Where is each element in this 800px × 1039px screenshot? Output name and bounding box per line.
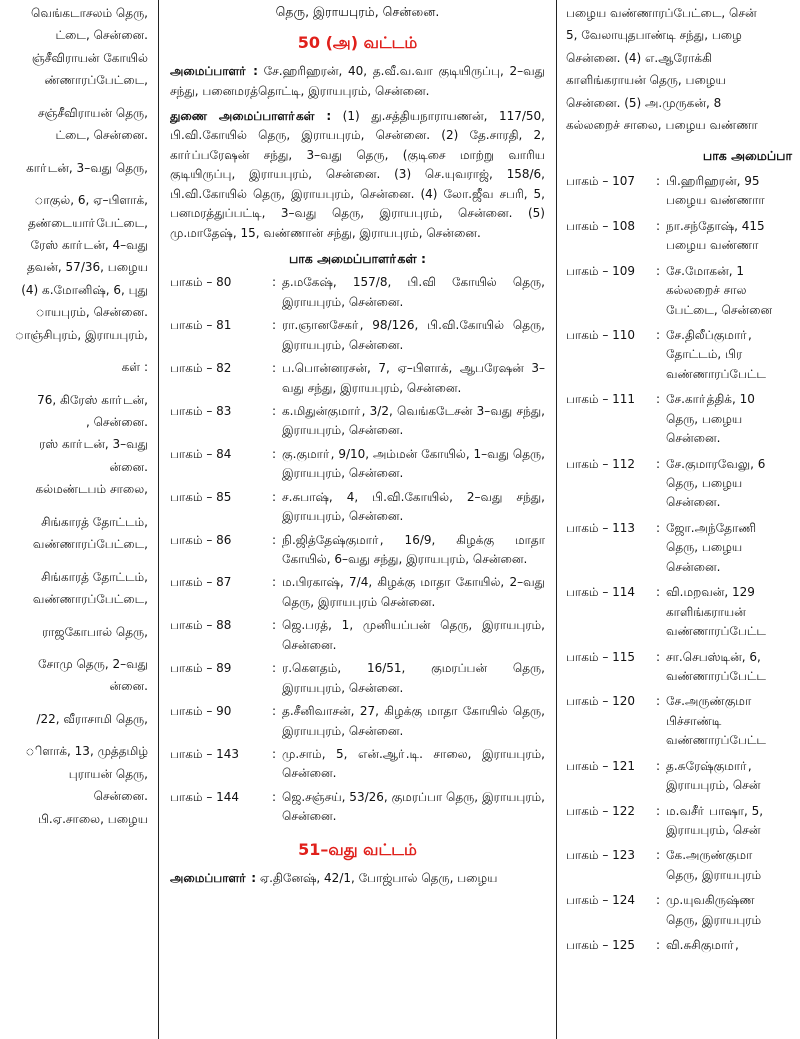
deputy-text: (1) து.சத்தியநாராயணன், 117/50, பி.வி.கோயில் தெரு, இராயபுரம், சென்னை. (2) தே.சாரதி, 2, காா்ப்பரேஷன் சந்து, 3–வது தெரு, (குடிசை மாற்று வாரிய குடியிருப்பு, இராயபுரம், சென்னை. (3) செ.யுவராஜ், 158/6, பி.வி.கோயில் தெரு, இராயபுரம், சென்னை. (4) லோ.ஜீவ சபரி, 5, பனமரத்துப்பட்டி, 3–வது தெரு, இராயபுரம், சென்னை. (5) மு.மாதேஷ், 15, வண்ணான் சந்து, இராயபுரம், சென்னை. bbox=[170, 109, 545, 240]
part-row bbox=[170, 702, 545, 741]
right-part-address bbox=[666, 455, 800, 513]
right-part-colon: : bbox=[655, 456, 661, 471]
left-text-fragment: ண்ணாரப்பேட்டை, bbox=[44, 73, 148, 88]
part-row bbox=[170, 531, 545, 570]
right-part-line: வண்ணாரப்பேட்ட bbox=[666, 624, 766, 639]
part-address: மு.சாம், 5, என்.ஆா்.டி. சாலை, இராயபுரம், சென்னை. bbox=[282, 746, 545, 781]
left-text-fragment: சஞ்சீவிராயன் தெரு, bbox=[37, 105, 148, 120]
left-text-fragment: தண்டையாா்பேட்டை, bbox=[27, 215, 148, 230]
right-part-colon: : bbox=[655, 218, 661, 233]
right-part-line: தெரு, பழைய bbox=[666, 476, 743, 490]
part-address: ரா.ஞானசேகா், 98/126, பி.வி.கோயில் தெரு, இராயபுரம், சென்னை. bbox=[282, 318, 545, 352]
right-part-row bbox=[566, 757, 800, 796]
left-spacer bbox=[0, 348, 148, 358]
part-colon: : bbox=[271, 361, 277, 376]
ward2-heading: 51–வது வட்டம் bbox=[298, 839, 417, 859]
part-row bbox=[170, 788, 545, 827]
left-text-fragment: வண்ணாரப்பேட்டை, bbox=[32, 592, 148, 607]
part-organizers-heading: பாக அமைப்பாளா்கள் : bbox=[288, 251, 427, 267]
part-row bbox=[170, 659, 545, 698]
left-text-fragment: ராஜகோபால் தெரு, bbox=[41, 624, 148, 639]
right-part-address bbox=[666, 802, 800, 841]
deputy-label: துணை அமைப்பாளா்கள் : bbox=[170, 109, 332, 124]
ward2-organizer-label: அமைப்பாளா் : bbox=[170, 870, 257, 885]
left-text-fragment: பி.ஏ.சாலை, பழைய bbox=[37, 811, 148, 826]
part-label: பாகம் – 83 bbox=[170, 403, 232, 418]
right-intro-line: பழைய வண்ணாரப்பேட்டை, சென் bbox=[566, 6, 757, 20]
right-part-label: பாகம் – 125 bbox=[566, 938, 636, 953]
right-part-label: பாகம் – 111 bbox=[566, 392, 636, 407]
part-row bbox=[170, 745, 545, 784]
right-part-line: இராயபுரம், சென் bbox=[666, 823, 761, 837]
right-part-line: தெரு, பழைய bbox=[666, 540, 743, 555]
right-intro-line: சென்னை. (5) அ.முருகன், 8 bbox=[566, 95, 722, 110]
left-spacer bbox=[0, 645, 148, 655]
right-part-row bbox=[566, 583, 800, 641]
right-part-label: பாகம் – 109 bbox=[566, 263, 636, 278]
part-row bbox=[170, 488, 545, 527]
part-colon: : bbox=[271, 318, 277, 333]
part-label: பாகம் – 144 bbox=[170, 789, 240, 804]
right-part-address bbox=[666, 648, 800, 687]
part-label: பாகம் – 84 bbox=[170, 446, 232, 461]
ward-heading: 50 (அ) வட்டம் bbox=[297, 33, 418, 53]
right-part-colon: : bbox=[655, 938, 661, 953]
right-part-line: பழைய வண்ணாா bbox=[666, 193, 765, 208]
part-colon: : bbox=[271, 704, 277, 719]
left-spacer bbox=[0, 381, 148, 391]
right-part-row bbox=[566, 692, 800, 750]
middle-column bbox=[170, 0, 545, 1039]
right-part-colon: : bbox=[655, 694, 661, 709]
right-part-line: வண்ணாரப்பேட்ட bbox=[666, 733, 766, 748]
right-intro-line: 5, வேலாயுதபாண்டி சந்து, பழை bbox=[566, 28, 742, 43]
left-spacer bbox=[0, 503, 148, 513]
right-part-address bbox=[666, 326, 800, 384]
left-text-fragment: சிங்காரத் தோட்டம், bbox=[41, 514, 148, 529]
right-part-colon: : bbox=[655, 649, 661, 664]
left-spacer bbox=[0, 613, 148, 623]
left-text-fragment: ிளாக், 13, முத்தமிழ் bbox=[25, 744, 148, 759]
right-intro-line: சென்னை. (4) எ.ஆரோக்கி bbox=[566, 50, 712, 65]
organizer-paragraph bbox=[170, 62, 545, 101]
right-part-row bbox=[566, 802, 800, 841]
right-part-line: பிச்சாண்டி bbox=[666, 713, 722, 728]
column-rule-right bbox=[556, 0, 557, 1039]
right-part-line: சே.அருண்குமா bbox=[666, 694, 752, 709]
part-colon: : bbox=[271, 575, 277, 590]
right-part-address bbox=[666, 217, 800, 256]
right-part-line: பி.ஹரிஹரன், 95 bbox=[666, 173, 760, 188]
part-address: ச.சுபாஷ், 4, பி.வி.கோயில், 2–வது சந்து, இராயபுரம், சென்னை. bbox=[282, 489, 545, 524]
right-part-colon: : bbox=[655, 520, 661, 535]
right-part-address bbox=[666, 262, 800, 320]
right-part-line: கல்லறைச் சால bbox=[666, 283, 747, 298]
part-address: க.மிதுன்குமாா், 3/2, வெங்கடேசன் 3–வது சந்து, இராயபுரம், சென்னை. bbox=[282, 403, 545, 438]
right-part-row bbox=[566, 455, 800, 513]
right-part-line: ஜோ.அந்தோணி bbox=[666, 520, 757, 535]
right-part-address bbox=[666, 891, 800, 930]
right-part-label: பாகம் – 113 bbox=[566, 520, 636, 535]
right-part-label: பாகம் – 108 bbox=[566, 218, 636, 233]
left-spacer bbox=[0, 700, 148, 710]
right-column bbox=[566, 0, 800, 1039]
right-part-address bbox=[666, 390, 800, 448]
right-part-line: சென்னை. bbox=[666, 559, 721, 574]
right-part-line: தெரு, பழைய bbox=[666, 411, 743, 426]
part-row bbox=[170, 316, 545, 355]
left-text-fragment: 76, கிரேஸ் காா்டன், bbox=[37, 392, 148, 407]
left-text-fragment: சோமு தெரு, 2–வது bbox=[37, 656, 148, 671]
left-spacer bbox=[0, 181, 148, 191]
part-colon: : bbox=[271, 489, 277, 504]
right-part-line: வண்ணாரப்பேட்ட bbox=[666, 366, 766, 381]
left-text-fragment: ன்னை. bbox=[109, 459, 148, 474]
left-text-fragment: தவன், 57/36, பழைய bbox=[26, 260, 148, 275]
part-row bbox=[170, 616, 545, 655]
right-part-label: பாகம் – 122 bbox=[566, 803, 636, 818]
left-text-fragment: ரேஸ் காா்டன், 4–வது bbox=[30, 237, 148, 252]
right-part-line: த.சுரேஷ்குமாா், bbox=[666, 758, 752, 773]
right-part-label: பாகம் – 112 bbox=[566, 456, 636, 471]
left-text-fragment: ட்டை, சென்னை. bbox=[55, 28, 148, 43]
left-spacer bbox=[0, 732, 148, 742]
right-part-colon: : bbox=[655, 758, 661, 773]
part-label: பாகம் – 87 bbox=[170, 575, 232, 590]
left-text-fragment: ஞ்சீவிராயன் கோயில் bbox=[31, 50, 148, 65]
right-part-colon: : bbox=[655, 327, 661, 342]
right-part-label: பாகம் – 115 bbox=[566, 649, 636, 664]
part-label: பாகம் – 81 bbox=[170, 318, 232, 333]
left-text-fragment: புராயன் தெரு, bbox=[68, 766, 148, 781]
right-part-line: சா.செபஸ்டின், 6, bbox=[666, 649, 761, 664]
right-part-line: சே.மோகன், 1 bbox=[666, 263, 744, 278]
part-colon: : bbox=[271, 618, 277, 633]
ward2-organizer-paragraph bbox=[170, 869, 545, 888]
right-part-line: நா.சந்தோஷ், 415 bbox=[666, 218, 765, 233]
right-part-line: இராயபுரம், சென் bbox=[666, 778, 761, 793]
part-label: பாகம் – 85 bbox=[170, 489, 232, 504]
part-label: பாகம் – 90 bbox=[170, 704, 232, 719]
part-address: நி.ஜித்தேஷ்குமாா், 16/9, கிழக்கு மாதா கோயில், 6–வது சந்து, இராயபுரம், சென்னை. bbox=[282, 532, 545, 567]
left-text-fragment: ாகுல், 6, ஏ–பிளாக், bbox=[34, 193, 148, 208]
right-part-address bbox=[666, 519, 800, 577]
left-column bbox=[0, 0, 148, 1039]
right-part-address bbox=[666, 936, 800, 955]
right-part-line: பழைய வண்ணா bbox=[666, 238, 759, 253]
right-part-colon: : bbox=[655, 173, 661, 188]
right-part-list bbox=[566, 172, 800, 956]
right-part-colon: : bbox=[655, 585, 661, 600]
right-part-row bbox=[566, 648, 800, 687]
part-colon: : bbox=[271, 403, 277, 418]
right-part-label: பாகம் – 107 bbox=[566, 173, 636, 188]
right-part-row bbox=[566, 936, 800, 955]
right-part-row bbox=[566, 172, 800, 211]
part-label: பாகம் – 86 bbox=[170, 532, 232, 547]
right-part-line: தெரு, இராயபுரம் bbox=[666, 912, 762, 927]
column-rule-left bbox=[158, 0, 159, 1039]
organizer-text: சே.ஹரிஹரன், 40, த.வீ.வ.வா குடியிருப்பு, 2–வது சந்து, பனைமரத்தொட்டி, இராயபுரம், சென்னை. bbox=[170, 64, 545, 98]
right-part-address bbox=[666, 583, 800, 641]
right-part-colon: : bbox=[655, 803, 661, 818]
right-part-address bbox=[666, 692, 800, 750]
part-colon: : bbox=[271, 661, 277, 676]
right-part-heading: பாக அமைப்பா bbox=[702, 147, 792, 163]
left-text-fragment: , சென்னை. bbox=[85, 415, 148, 429]
part-row bbox=[170, 359, 545, 398]
part-label: பாகம் – 82 bbox=[170, 361, 232, 376]
part-address: ப.பொன்னரசன், 7, ஏ–பிளாக், ஆபரேஷன் 3–வது சந்து, இராயபுரம், சென்னை. bbox=[282, 361, 545, 395]
left-text-fragment: (4) க.மோனிஷ், 6, புது bbox=[21, 282, 148, 297]
right-part-row bbox=[566, 891, 800, 930]
right-part-line: சென்னை. bbox=[666, 495, 721, 510]
right-part-line: தெரு, இராயபுரம் bbox=[666, 867, 762, 882]
part-label: பாகம் – 88 bbox=[170, 618, 232, 633]
part-label: பாகம் – 80 bbox=[170, 275, 232, 290]
part-address: ம.பிரகாஷ், 7/4, கிழக்கு மாதா கோயில், 2–வது தெரு, இராயபுரம் சென்னை. bbox=[282, 575, 545, 609]
part-colon: : bbox=[271, 746, 277, 761]
ward2-organizer-text: ஏ.தினேஷ், 42/1, போஜ்பால் தெரு, பழைய bbox=[259, 870, 498, 885]
part-address: த.மகேஷ், 157/8, பி.வி கோயில் தெரு, இராயபுரம், சென்னை. bbox=[282, 275, 545, 309]
left-text-fragment: ட்டை, சென்னை. bbox=[55, 128, 148, 143]
right-part-line: தோட்டம், பிர bbox=[666, 347, 743, 362]
left-spacer bbox=[0, 94, 148, 104]
right-part-line: ம.வசீா் பாஷா, 5, bbox=[666, 803, 764, 818]
right-part-label: பாகம் – 124 bbox=[566, 893, 636, 908]
part-row bbox=[170, 445, 545, 484]
part-address: கு.குமாா், 9/10, அம்மன் கோயில், 1–வது தெரு, இராயபுரம், சென்னை. bbox=[282, 446, 545, 481]
part-row bbox=[170, 573, 545, 612]
organizer-label: அமைப்பாளா் : bbox=[170, 64, 258, 79]
right-part-row bbox=[566, 846, 800, 885]
part-colon: : bbox=[271, 532, 277, 547]
right-part-row bbox=[566, 519, 800, 577]
left-text-fragment: /22, வீராசாமி தெரு, bbox=[36, 711, 148, 726]
right-part-label: பாகம் – 110 bbox=[566, 327, 636, 342]
part-address: த.சீனிவாசன், 27, கிழக்கு மாதா கோயில் தெரு, இராயபுரம், சென்னை. bbox=[282, 704, 545, 738]
right-part-label: பாகம் – 114 bbox=[566, 585, 636, 600]
right-part-line: சே.திலீப்குமாா், bbox=[666, 327, 752, 342]
right-intro-line: காளிங்கராயன் தெரு, பழைய bbox=[566, 73, 726, 88]
right-part-row bbox=[566, 262, 800, 320]
deputy-paragraph bbox=[170, 107, 545, 243]
right-part-row bbox=[566, 217, 800, 256]
left-text-fragment: ன்னை. bbox=[109, 679, 148, 694]
right-part-address bbox=[666, 172, 800, 211]
part-colon: : bbox=[271, 275, 277, 290]
right-part-line: வி.மறவன், 129 bbox=[666, 585, 755, 600]
right-part-line: வி.சுசிகுமாா், bbox=[666, 938, 739, 953]
left-text-fragment: காா்டன், 3–வது தெரு, bbox=[26, 160, 148, 175]
left-text-fragment: சென்னை. bbox=[93, 789, 148, 804]
left-spacer bbox=[0, 558, 148, 568]
right-part-row bbox=[566, 326, 800, 384]
right-part-line: காளிங்கராயன் bbox=[666, 604, 746, 619]
right-part-address bbox=[666, 757, 800, 796]
left-text-fragment: ரஸ் காா்டன், 3–வது bbox=[39, 437, 148, 452]
right-part-address bbox=[666, 846, 800, 885]
left-text-fragment: வண்ணாரப்பேட்டை, bbox=[32, 537, 148, 552]
part-label: பாகம் – 89 bbox=[170, 661, 232, 676]
left-text-fragment: வெங்கடாசலம் தெரு, bbox=[31, 6, 148, 20]
part-address: ஜெ.சஞ்சய், 53/26, குமரப்பா தெரு, இராயபுரம், சென்னை. bbox=[282, 789, 545, 824]
part-row bbox=[170, 273, 545, 312]
right-part-line: சே.குமாரவேலு, 6 bbox=[666, 456, 766, 471]
right-part-line: கே.அருண்குமா bbox=[666, 848, 753, 863]
right-part-colon: : bbox=[655, 848, 661, 863]
left-text-fragment: கள் : bbox=[121, 360, 148, 375]
left-spacer bbox=[0, 149, 148, 159]
part-colon: : bbox=[271, 446, 277, 461]
part-label: பாகம் – 143 bbox=[170, 746, 240, 761]
part-address: ர.கௌதம், 16/51, குமரப்பன் தெரு, இராயபுரம், சென்னை. bbox=[282, 661, 545, 695]
right-part-colon: : bbox=[655, 893, 661, 908]
right-part-line: சே.காா்த்திக், 10 bbox=[666, 392, 755, 407]
right-part-line: சென்னை. bbox=[666, 431, 721, 446]
left-text-fragment: சிங்காரத் தோட்டம், bbox=[41, 569, 148, 584]
right-part-line: மு.யுவகிருஷ்ண bbox=[666, 893, 755, 908]
left-text-fragment: ாஞ்சிபுரம், இராயபுரம், bbox=[14, 327, 148, 342]
right-part-colon: : bbox=[655, 392, 661, 407]
right-part-label: பாகம் – 123 bbox=[566, 848, 636, 863]
right-part-line: பேட்டை, சென்னை bbox=[666, 302, 773, 317]
part-row bbox=[170, 402, 545, 441]
right-intro-line: கல்லறைச் சாலை, பழைய வண்ணா bbox=[566, 118, 758, 133]
right-part-label: பாகம் – 120 bbox=[566, 694, 636, 709]
right-part-row bbox=[566, 390, 800, 448]
middle-top-line: தெரு, இராயபுரம், சென்னை. bbox=[275, 4, 440, 19]
part-colon: : bbox=[271, 789, 277, 804]
left-text-fragment: கல்மண்டபம் சாலை, bbox=[35, 482, 148, 497]
right-part-colon: : bbox=[655, 263, 661, 278]
left-text-fragment: ாயபுரம், சென்னை. bbox=[35, 305, 148, 320]
part-address: ஜெ.பரத், 1, முனியப்பன் தெரு, இராயபுரம், சென்னை. bbox=[282, 618, 545, 652]
right-part-line: வண்ணாரப்பேட்ட bbox=[666, 668, 766, 683]
right-part-label: பாகம் – 121 bbox=[566, 758, 636, 773]
part-list bbox=[170, 273, 545, 826]
